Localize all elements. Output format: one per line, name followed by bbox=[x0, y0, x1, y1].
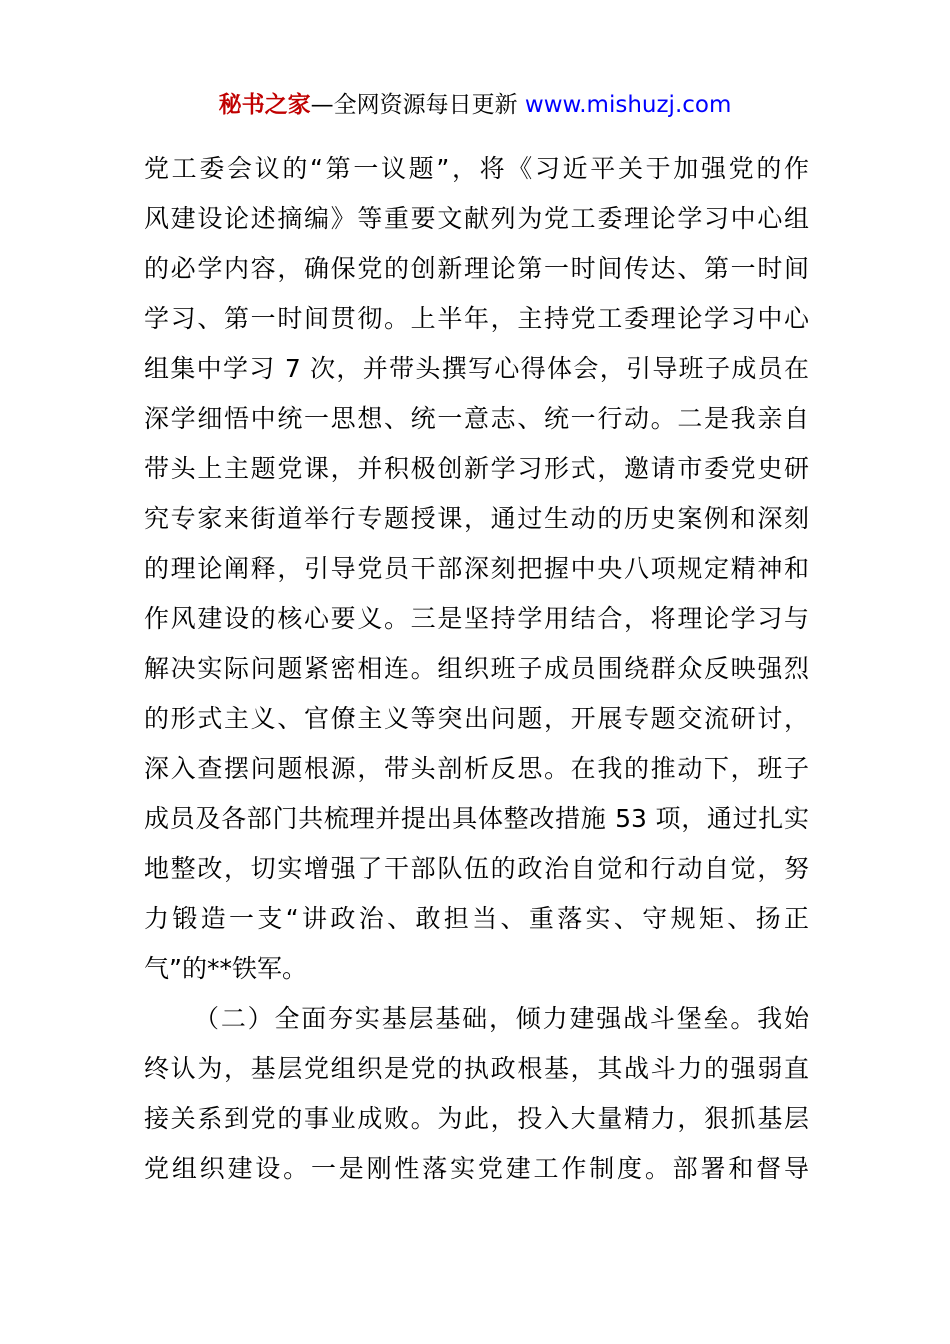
text-line: 的必学内容，确保党的创新理论第一时间传达、第一时间 bbox=[144, 254, 809, 283]
text-line: 作风建设的核心要义。三是坚持学用结合，将理论学习与 bbox=[144, 604, 809, 633]
text-line: 地整改，切实增强了干部队伍的政治自觉和行动自觉，努 bbox=[144, 854, 809, 883]
text-line: 究专家来街道举行专题授课，通过生动的历史案例和深刻 bbox=[144, 504, 809, 533]
text-line: 党工委会议的“第一议题”，将《习近平关于加强党的作 bbox=[144, 154, 809, 183]
text-line: 组集中学习 7 次，并带头撰写心得体会，引导班子成员在 bbox=[144, 354, 809, 383]
section-heading-line: （二）全面夯实基层基础，倾力建强战斗堡垒。我始 bbox=[194, 1004, 809, 1033]
text-line: 的理论阐释，引导党员干部深刻把握中央八项规定精神和 bbox=[144, 554, 809, 583]
site-brand: 秘书之家 bbox=[218, 92, 311, 118]
site-url[interactable]: www.mishuzj.com bbox=[524, 92, 732, 118]
document-body bbox=[144, 144, 809, 1194]
text-line: 终认为，基层党组织是党的执政根基，其战斗力的强弱直 bbox=[144, 1054, 809, 1083]
text-line: 解决实际问题紧密相连。组织班子成员围绕群众反映强烈 bbox=[144, 654, 809, 683]
text-line: 接关系到党的事业成败。为此，投入大量精力，狠抓基层 bbox=[144, 1104, 809, 1133]
text-line: 风建设论述摘编》等重要文献列为党工委理论学习中心组 bbox=[144, 204, 809, 233]
text-line: 党组织建设。一是刚性落实党建工作制度。部署和督导 bbox=[144, 1154, 809, 1183]
text-line: 学习、第一时间贯彻。上半年，主持党工委理论学习中心 bbox=[144, 304, 809, 333]
text-line: 深入查摆问题根源，带头剖析反思。在我的推动下，班子 bbox=[144, 754, 809, 783]
site-header bbox=[0, 88, 950, 122]
site-tagline: —全网资源每日更新 bbox=[310, 92, 525, 118]
text-line: 带头上主题党课，并积极创新学习形式，邀请市委党史研 bbox=[144, 454, 809, 483]
text-line: 的形式主义、官僚主义等突出问题，开展专题交流研讨， bbox=[144, 704, 809, 733]
text-line: 深学细悟中统一思想、统一意志、统一行动。二是我亲自 bbox=[144, 404, 809, 433]
text-line: 气”的**铁军。 bbox=[144, 954, 307, 983]
text-line: 成员及各部门共梳理并提出具体整改措施 53 项，通过扎实 bbox=[144, 804, 809, 833]
text-line: 力锻造一支“讲政治、敢担当、重落实、守规矩、扬正 bbox=[144, 904, 809, 933]
